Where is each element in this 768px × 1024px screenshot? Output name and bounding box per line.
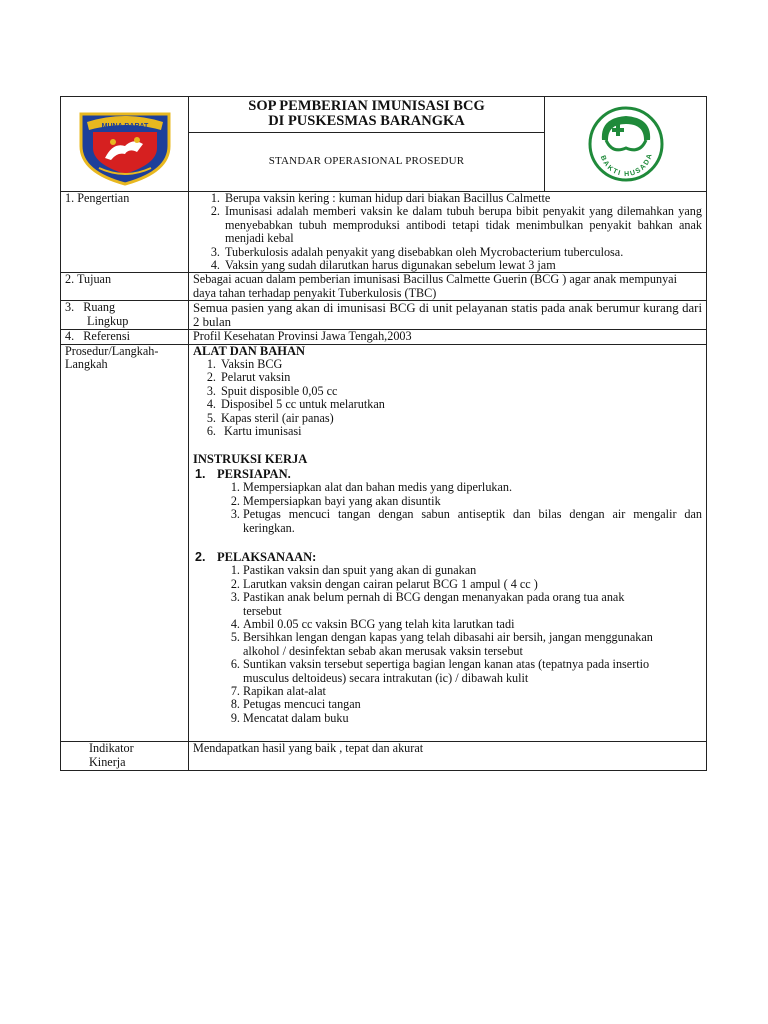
sop-table — [60, 96, 707, 771]
bakti-husada-logo-icon — [586, 104, 666, 184]
row-tujuan — [61, 273, 707, 301]
document-title — [189, 97, 545, 133]
row-pengertian — [61, 192, 707, 273]
list-item: 4. Vaksin yang sudah dilarutkan harus digunakan sebelum lewat 3 jam — [223, 259, 702, 272]
label-referensi: 4. Referensi — [61, 330, 189, 344]
list-item: 6. Kartu imunisasi — [219, 425, 702, 438]
step-title: PELAKSANAAN: — [217, 549, 317, 564]
content-ruang-lingkup: Semua pasien yang akan di imunisasi BCG di unit pelayanan statis pada anak berumur kurang dari 2 bulan — [189, 301, 707, 330]
step-number: 2. — [195, 549, 206, 564]
alat-bahan-heading: ALAT DAN BAHAN — [193, 343, 306, 358]
label-line: Lingkup — [87, 313, 129, 328]
persiapan-list — [193, 481, 702, 535]
list-item: 2. Imunisasi adalah memberi vaksin ke dalam tubuh berupa bibit penyakit yang dilemahkan yang menyebabkan tubuh memproduksi antibodi tetapi tidak menimbulkan penyakit bahkan anak menjadi kebal — [223, 205, 702, 245]
list-item: 8. Petugas mencuci tangan — [243, 698, 662, 711]
list-item: 1. Pastikan vaksin dan spuit yang akan di gunakan — [243, 564, 662, 577]
bakti-husada-logo-cell — [545, 97, 707, 192]
pelaksanaan-list — [193, 564, 702, 725]
list-item: 2. Mempersiapkan bayi yang akan disuntik — [243, 495, 702, 508]
row-ruang-lingkup — [61, 301, 707, 330]
label-line: Prosedur/Langkah- — [65, 343, 159, 358]
list-item: 3. Spuit disposible 0,05 cc — [219, 385, 702, 398]
list-item: 6. Suntikan vaksin tersebut sepertiga bagian lengan kanan atas (tepatnya pada insertio musculus deltoideus) secara intrakutan (ic) / dibawah kulit — [243, 658, 662, 685]
muna-barat-logo-cell — [61, 97, 189, 192]
list-item: 1. Berupa vaksin kering : kuman hidup dari biakan Bacillus Calmette — [223, 192, 702, 205]
label-line: Langkah — [65, 357, 108, 372]
sop-document — [60, 96, 706, 771]
label-tujuan: 2. Tujuan — [61, 273, 189, 301]
row-referensi — [61, 330, 707, 344]
list-item: 4. Ambil 0.05 cc vaksin BCG yang telah kita larutkan tadi — [243, 618, 662, 631]
list-item: 3. Pastikan anak belum pernah di BCG dengan menanyakan pada orang tua anak tersebut — [243, 591, 662, 618]
list-item: 3. Petugas mencuci tangan dengan sabun antiseptik dan bilas dengan air mengalir dan keringkan. — [243, 508, 702, 535]
label-ruang-lingkup — [61, 301, 189, 330]
list-item: 2. Larutkan vaksin dengan cairan pelarut BCG 1 ampul ( 4 cc ) — [243, 578, 662, 591]
instruksi-kerja-heading: INSTRUKSI KERJA — [193, 451, 308, 466]
label-indikator-kinerja — [61, 742, 189, 771]
label-line: 3. Ruang — [65, 300, 116, 315]
step-title: PERSIAPAN. — [217, 466, 291, 481]
list-item: 4. Disposibel 5 cc untuk melarutkan — [219, 398, 702, 411]
muna-barat-logo-icon — [73, 102, 177, 186]
content-referensi: Profil Kesehatan Provinsi Jawa Tengah,2003 — [189, 330, 707, 344]
document-subtitle: STANDAR OPERASIONAL PROSEDUR — [189, 133, 545, 192]
logo-arc-text: BAKTI HUSADA — [598, 152, 654, 179]
label-line: Indikator — [89, 741, 134, 756]
title-line-2: DI PUSKESMAS BARANGKA — [268, 113, 465, 129]
list-item: 2. Pelarut vaksin — [219, 371, 702, 384]
list-item: 5. Kapas steril (air panas) — [219, 412, 702, 425]
step-number: 1. — [195, 466, 206, 481]
list-item: 5. Bersihkan lengan dengan kapas yang telah dibasahi air bersih, jangan menggunakan alkohol / desinfektan sebab akan merusak vaksin tersebut — [243, 631, 662, 658]
alat-bahan-list — [193, 358, 702, 438]
row-indikator-kinerja — [61, 742, 707, 771]
row-prosedur — [61, 344, 707, 742]
content-tujuan: Sebagai acuan dalam pemberian imunisasi Bacillus Calmette Guerin (BCG ) agar anak mempunyai daya tahan terhadap penyakit Tuberkulosis (TBC) — [189, 273, 707, 301]
content-indikator-kinerja: Mendapatkan hasil yang baik , tepat dan akurat — [189, 742, 707, 771]
list-item: 9. Mencatat dalam buku — [243, 712, 662, 725]
title-line-1: SOP PEMBERIAN IMUNISASI BCG — [248, 98, 485, 114]
list-item: 3. Tuberkulosis adalah penyakit yang disebabkan oleh Mycrobacterium tuberculosa. — [223, 246, 702, 259]
list-item: 1. Mempersiapkan alat dan bahan medis yang diperlukan. — [243, 481, 702, 494]
label-line: Kinerja — [89, 754, 126, 769]
pelaksanaan-heading — [193, 551, 702, 564]
list-item: 1. Vaksin BCG — [219, 358, 702, 371]
label-pengertian: 1. Pengertian — [61, 192, 189, 273]
logo-text: MUNA BARAT — [101, 123, 148, 130]
label-prosedur — [61, 344, 189, 742]
list-item: 7. Rapikan alat-alat — [243, 685, 662, 698]
content-prosedur — [189, 344, 707, 742]
persiapan-heading — [193, 468, 702, 481]
content-pengertian — [189, 192, 707, 273]
pengertian-list — [193, 192, 702, 272]
